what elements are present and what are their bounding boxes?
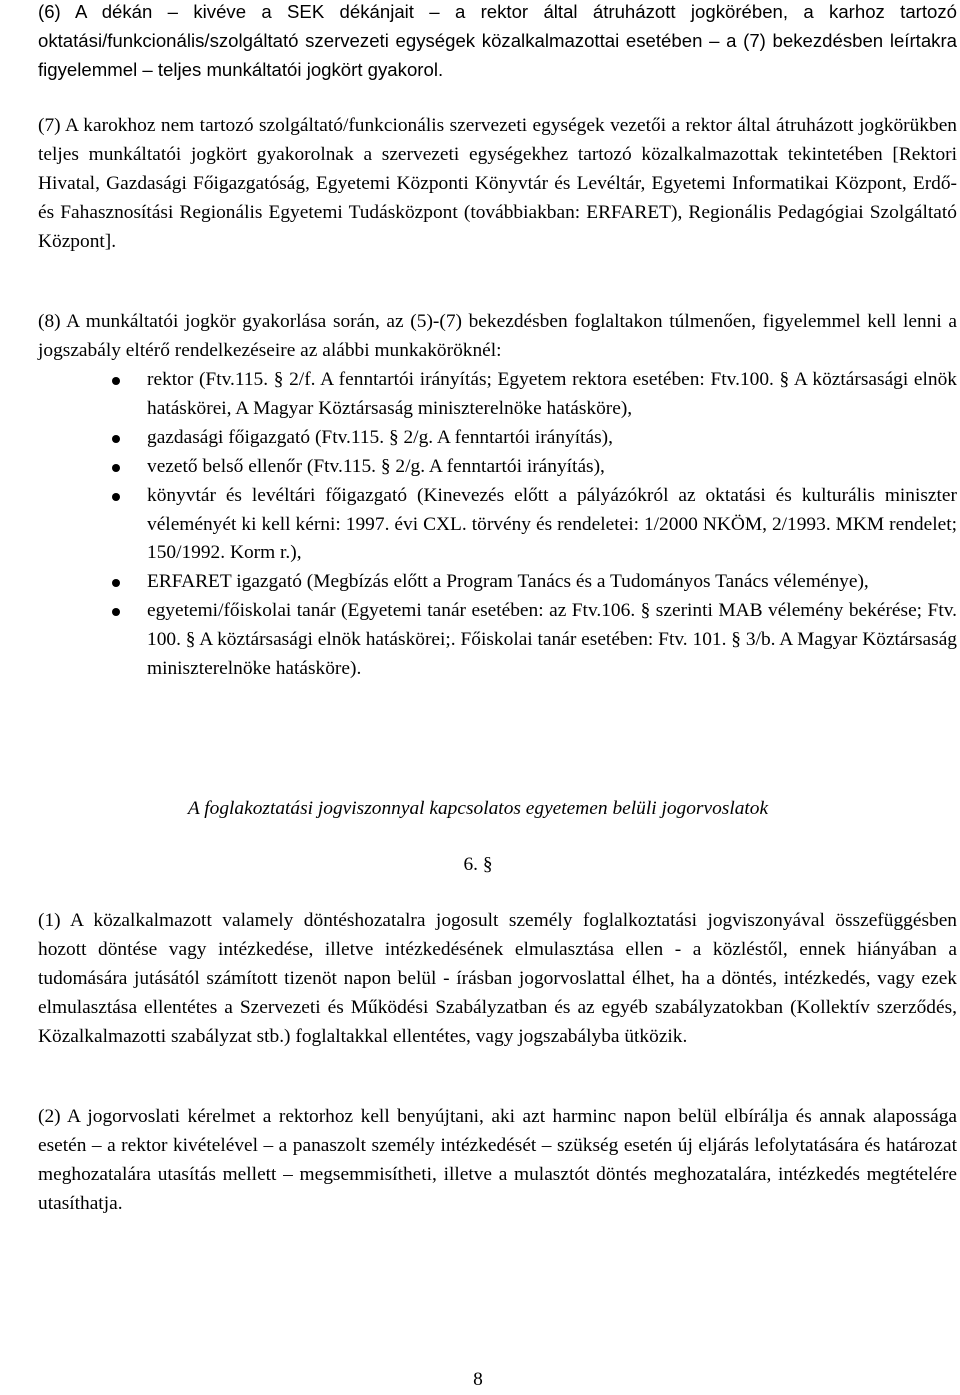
paragraph-6: (6) A dékán – kivéve a SEK dékánjait – a rektor által átruházott jogkörében, a karhoz tartozó oktatási/funkcionális/szolgáltató szervezeti egységek közalkalmazottai esetében – a (7) bekezdésben leírtakra figyelemmel – teljes munkáltatói jogkört gyakorol. [38, 1, 957, 80]
list-item [38, 453, 957, 482]
list-item-text: egyetemi/főiskolai tanár (Egyetemi tanár esetében: az Ftv.106. § szerinti MAB vélemény bekérése; Ftv. 100. § A köztársasági elnök hatáskörei;. Főiskolai tanár esetében: Ftv. 101. § 3/b. A Magyar Köztársaság miniszterelnöke hatásköre). [147, 600, 957, 680]
section-heading: A foglakoztatási jogviszonnyal kapcsolatos egyetemen belüli jogorvoslatok [187, 798, 769, 819]
paragraph-s2: (2) A jogorvoslati kérelmet a rektorhoz kell benyújtani, aki azt harminc napon belül elbírálja és annak alapossága esetén – a rektor kivételével – a panaszolt személy intézkedését – szükség esetén új eljárás lefolytatására és határozat meghozatalára utasítás mellett – megsemmisítheti, illetve a mulasztót döntés meghozatalára, intézkedés megtételére utasíthatja. [38, 1106, 957, 1214]
list-item [38, 597, 957, 684]
bullet-icon [112, 377, 120, 385]
list-item-text: rektor (Ftv.115. § 2/f. A fenntartói irányítás; Egyetem rektora esetében: Ftv.100. § A köztársasági elnök hatáskörei, A Magyar Köztársaság miniszterelnöke hatásköre), [147, 369, 957, 419]
list-item-text: ERFARET igazgató (Megbízás előtt a Program Tanács és a Tudományos Tanács véleménye), [147, 571, 869, 593]
bullet-icon [112, 464, 120, 472]
list-item [38, 366, 957, 424]
bullet-icon [112, 493, 120, 501]
paragraph-s1: (1) A közalkalmazott valamely döntéshozatalra jogosult személy foglalkoztatási jogviszonyával összefüggésben hozott döntése vagy intézkedése, illetve intézkedésének elmulasztása ellen - a közléstől, ennek hiányában a tudomására jutásától számított tizenöt napon belül - írásban jogorvoslattal élhet, ha a döntés, intézkedés, vagy ezek elmulasztása ellentétes a Szervezeti és Működési Szabályzatban és az egyéb szabályzatokban (Kollektív szerződés, Közalkalmazotti szabályzat stb.) foglaltakkal ellentétes, vagy jogszabályba ütközik. [38, 910, 957, 1047]
page-number: 8 [473, 1369, 483, 1390]
list-item-text: könyvtár és levéltári főigazgató (Kinevezés előtt a pályázókról az oktatási és kulturális miniszter véleményét ki kell kérni: 1997. évi CXL. törvény és rendeletei: 1/2000 NKÖM, 2/1993. MKM rendelet; 150/1992. Korm r.), [147, 484, 957, 564]
paragraph-8: (8) A munkáltatói jogkör gyakorlása során, az (5)-(7) bekezdésben foglaltakon túlmenően, figyelemmel kell lenni a jogszabály eltérő rendelkezéseire az alábbi munkaköröknél: [38, 311, 957, 361]
list-item-text: vezető belső ellenőr (Ftv.115. § 2/g. A fenntartói irányítás), [147, 455, 605, 477]
list-item [38, 482, 957, 569]
list-item [38, 424, 957, 453]
paragraph-7: (7) A karokhoz nem tartozó szolgáltató/funkcionális szervezeti egységek vezetői a rektor által átruházott jogkörükben teljes munkáltatói jogkört gyakorolnak a szervezeti egységekhez tartozó közalkalmazottak tekintetében [Rektori Hivatal, Gazdasági Főigazgatóság, Egyetemi Központi Könyvtár és Levéltár, Egyetemi Informatikai Központ, Erdő- és Fahasznosítási Regionális Egyetemi Tudásközpont (továbbiakban: ERFARET), Regionális Pedagógiai Szolgáltató Központ]. [38, 115, 957, 252]
bullet-icon [112, 435, 120, 443]
list-item-text: gazdasági főigazgató (Ftv.115. § 2/g. A fenntartói irányítás), [147, 426, 613, 448]
bullet-icon [112, 579, 120, 587]
bullet-icon [112, 608, 120, 616]
position-list [38, 366, 957, 684]
list-item [38, 568, 957, 597]
section-number: 6. § [463, 854, 493, 875]
